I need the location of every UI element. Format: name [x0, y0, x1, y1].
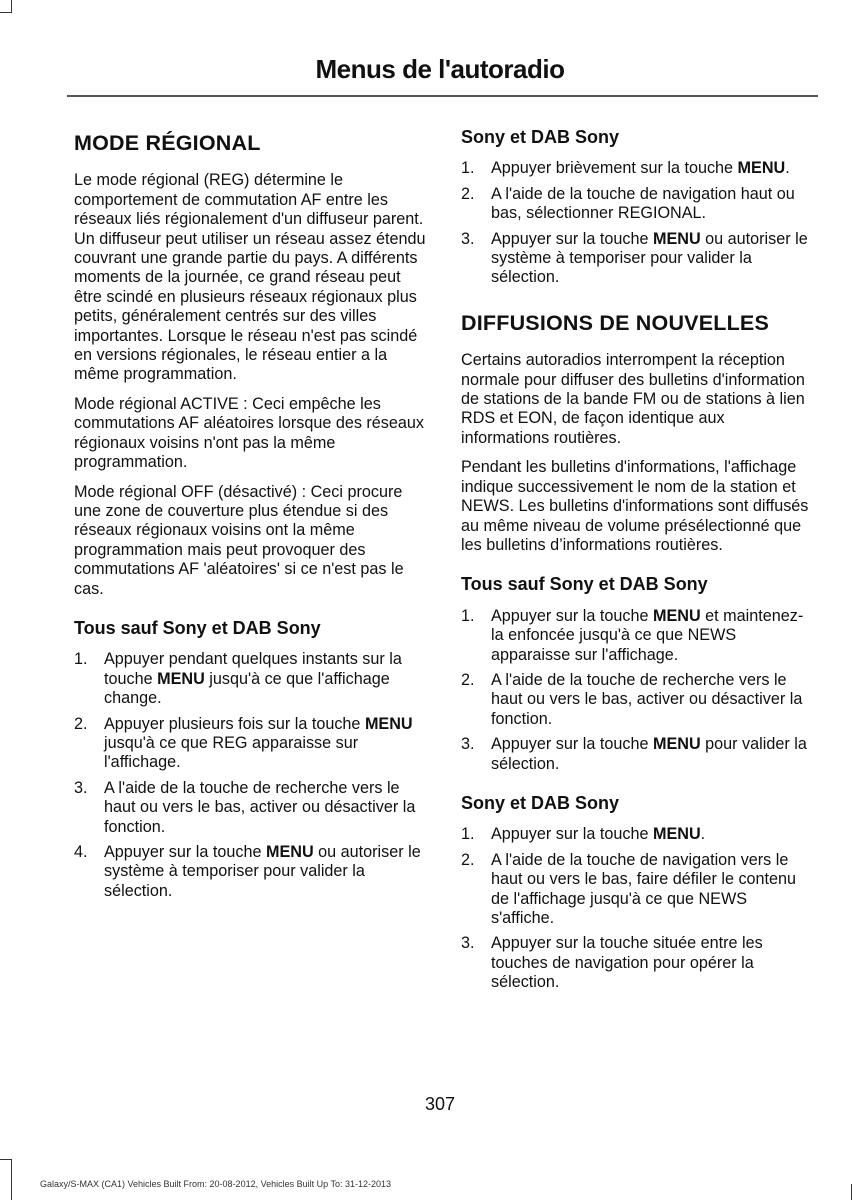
step-text: Appuyer sur la touche: [491, 735, 653, 754]
step-text: Appuyer sur la touche: [491, 229, 653, 248]
step-text: A l'aide de la touche de navigation vers le haut ou vers le bas, faire défiler le contenu de l'affichage jusqu'à ce que NEWS s'affiche.: [491, 850, 797, 927]
step-text: .: [700, 825, 706, 844]
header-divider: [67, 95, 818, 97]
step-bold-text: MENU: [265, 843, 314, 861]
step-number: 3.: [461, 229, 475, 248]
page-number: 307: [424, 1094, 456, 1114]
page-title: Menus de l'autoradio: [315, 54, 565, 84]
step-text: A l'aide de la touche de recherche vers le haut ou vers le bas, activer ou désactiver la fonction.: [104, 778, 416, 836]
step-text: ou autoriser le système à temporiser pour valider la sélection.: [491, 229, 808, 287]
step-text: .: [785, 159, 790, 178]
step-bold-text: MENU: [652, 825, 701, 844]
step-bold-text: MENU: [737, 159, 786, 178]
step-bold-text: MENU: [652, 735, 701, 754]
list-item: [74, 715, 426, 773]
paragraph: Mode régional ACTIVE : Ceci empêche les commutations AF aléatoires lorsque des réseaux régionaux voisins n'ont pas la même programmation.: [74, 394, 425, 472]
step-bold-text: MENU: [157, 669, 205, 688]
step-number: 1.: [461, 825, 475, 844]
step-number: 1.: [461, 606, 475, 625]
list-item: [461, 185, 813, 224]
right-column: [461, 128, 813, 1003]
list-item: [461, 851, 813, 929]
step-bold-text: MENU: [364, 714, 413, 733]
steps-list: [74, 650, 426, 901]
step-text: jusqu'à ce que REG apparaisse sur l'affichage.: [104, 733, 359, 772]
paragraph: Certains autoradios interrompent la réception normale pour diffuser des bulletins d'information de stations de la bande FM ou de stations à lien RDS et EON, de façon identique aux informations routières.: [461, 351, 805, 447]
section-heading: DIFFUSIONS DE NOUVELLES: [461, 310, 770, 335]
steps-list: [461, 159, 813, 287]
step-number: 4.: [74, 843, 88, 861]
paragraph: Pendant les bulletins d'informations, l'affichage indique successivement le nom de la station et NEWS. Les bulletins d'informations sont diffusés au même niveau de volume présélectionné que les bulletins d’informations routières.: [461, 458, 809, 554]
list-item: [461, 934, 813, 992]
list-item: [461, 607, 813, 665]
step-text: Appuyer brièvement sur la touche: [491, 159, 738, 178]
step-text: ou autoriser le système à temporiser pour valider la sélection.: [104, 843, 421, 900]
step-text: Appuyer plusieurs fois sur la touche: [104, 714, 365, 733]
list-item: [461, 230, 813, 288]
list-item: [74, 650, 426, 708]
paragraph: Le mode régional (REG) détermine le comportement de commutation AF entre les réseaux liés régionalement d'un diffuseur parent. Un diffuseur peut utiliser un réseau assez étendu couvrant une grande partie du pays. A différents moments de la journée, ce grand réseau peut être scindé en plusieurs réseaux régionaux plus petits, généralement centrés sur des villes importantes. Lorsque le réseau n'est pas scindé en versions régionales, le réseau entier a la même programmation.: [74, 171, 426, 384]
step-number: 3.: [74, 778, 88, 797]
list-item: [461, 735, 813, 774]
crop-mark: [0, 1159, 12, 1200]
steps-list: [461, 825, 813, 992]
list-item: [461, 159, 813, 178]
crop-mark: [0, 0, 12, 13]
steps-list: [461, 607, 813, 774]
step-number: 2.: [74, 714, 88, 733]
step-text: et maintenez-la enfoncée jusqu'à ce que NEWS apparaisse sur l'affichage.: [491, 606, 804, 664]
step-number: 3.: [461, 934, 475, 953]
step-text: pour valider la sélection.: [491, 735, 807, 773]
step-number: 3.: [461, 735, 475, 754]
subheading: Tous sauf Sony et DAB Sony: [461, 574, 708, 595]
subheading: Sony et DAB Sony: [461, 127, 620, 147]
subheading: Tous sauf Sony et DAB Sony: [74, 617, 321, 638]
list-item: [74, 843, 426, 901]
step-text: Appuyer sur la touche située entre les touches de navigation pour opérer la sélection.: [491, 934, 763, 992]
subheading: Sony et DAB Sony: [461, 792, 620, 813]
step-bold-text: MENU: [652, 606, 701, 625]
step-text: Appuyer sur la touche: [491, 606, 653, 625]
step-bold-text: MENU: [652, 229, 701, 248]
step-number: 1.: [461, 159, 475, 178]
step-number: 1.: [74, 650, 88, 669]
step-text: Appuyer sur la touche: [491, 825, 653, 844]
crop-mark: [851, 1184, 852, 1200]
step-number: 2.: [461, 850, 475, 869]
section-heading: MODE RÉGIONAL: [74, 131, 261, 155]
step-number: 2.: [461, 184, 475, 203]
list-item: [461, 671, 813, 729]
step-number: 2.: [461, 670, 475, 689]
step-text: A l'aide de la touche de navigation haut ou bas, sélectionner REGIONAL.: [491, 184, 795, 223]
footer-info: Galaxy/S-MAX (CA1) Vehicles Built From: 20-08-2012, Vehicles Built Up To: 31-12-2013: [40, 1179, 391, 1189]
list-item: [461, 825, 813, 844]
list-item: [74, 779, 426, 837]
left-column: [74, 128, 426, 911]
step-text: Appuyer pendant quelques instants sur la touche: [104, 650, 402, 688]
step-text: Appuyer sur la touche: [104, 843, 266, 861]
step-text: jusqu'à ce que l'affichage change.: [104, 669, 390, 708]
paragraph: Mode régional OFF (désactivé) : Ceci procure une zone de couverture plus étendue si des réseaux régionaux voisins ont la même programmation mais peut provoquer des commutations AF 'aléatoires' si ce n'est pas le cas.: [74, 482, 404, 598]
step-text: A l'aide de la touche de recherche vers le haut ou vers le bas, activer ou désactiver la fonction.: [491, 670, 803, 728]
